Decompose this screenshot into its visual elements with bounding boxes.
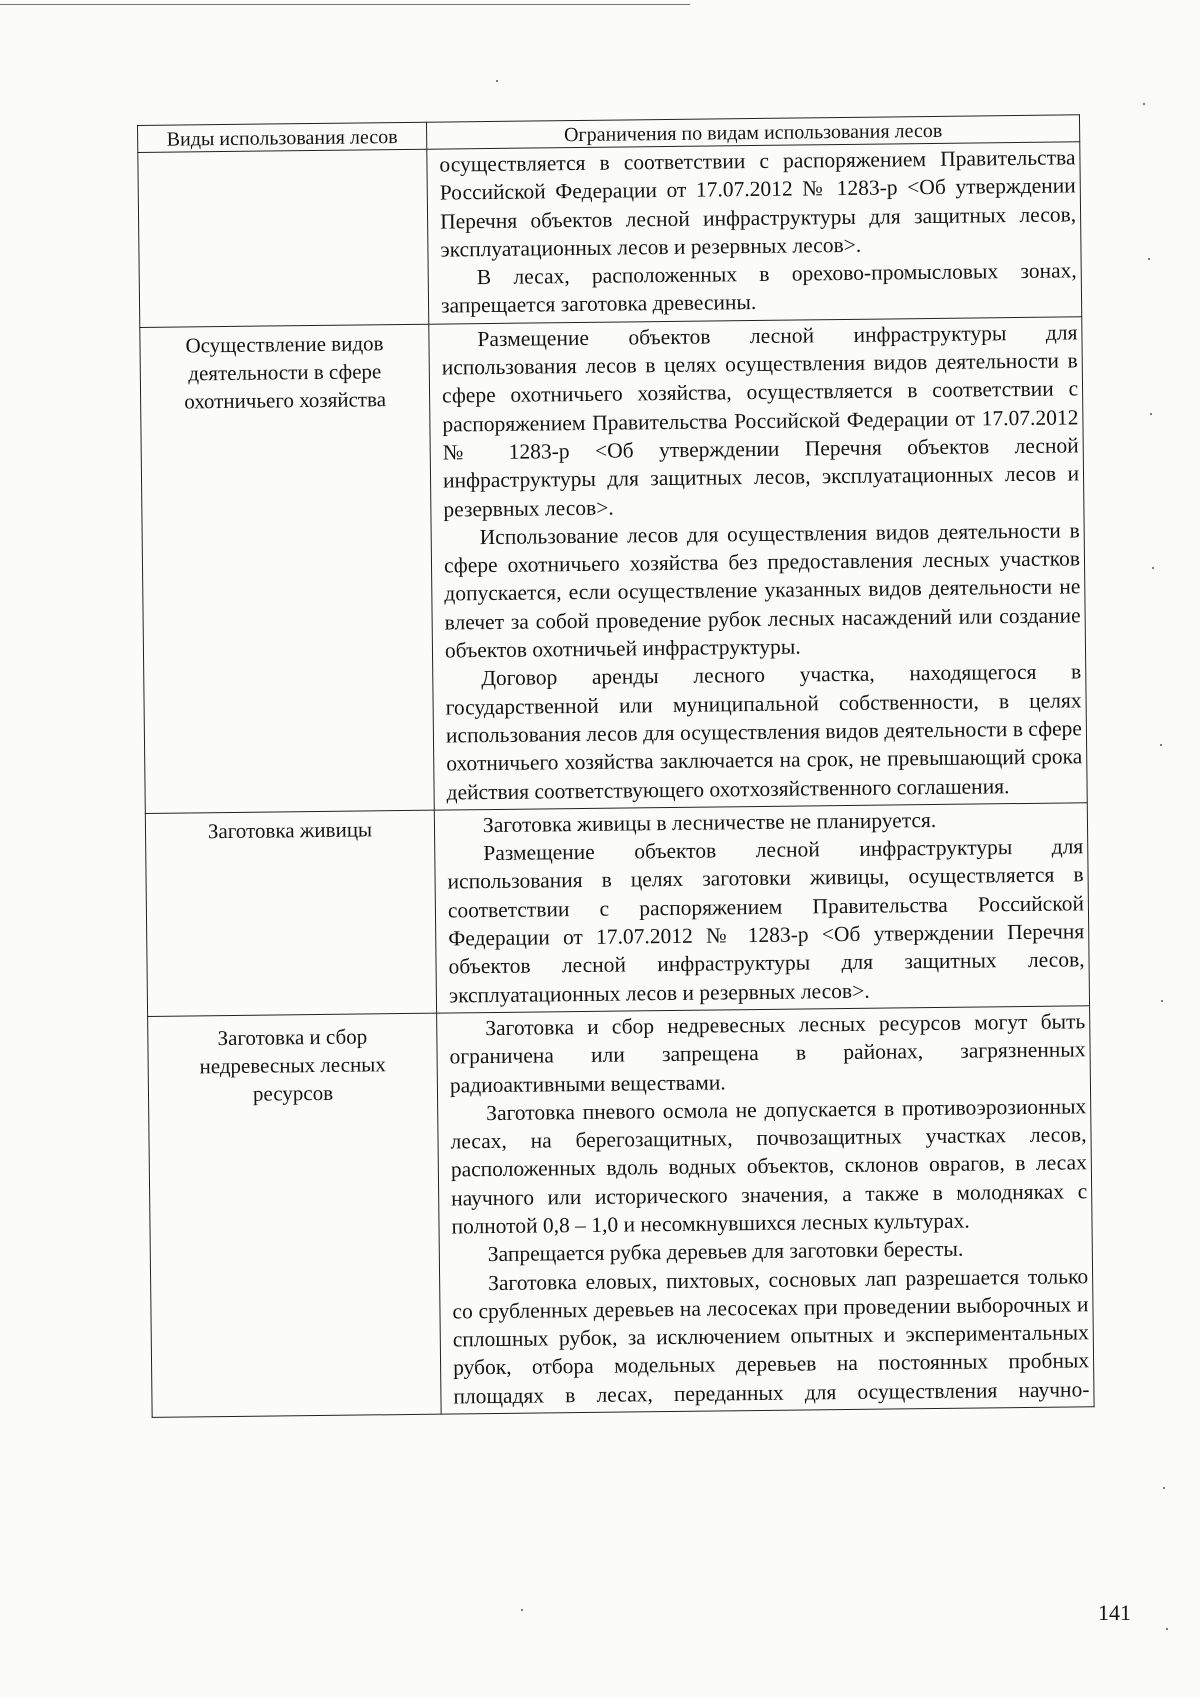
restriction-paragraph: Размещение объектов лесной инфраструктуры для использования лесов в целях осуществления видов деятельности в сфере охотничьего хозяйства, осуществляется в соответствии с распоряжением Правительства Российской Федерации от 17.07.2012 № 1283-р <Об утверждении Перечня объектов лесной инфраструктуры для защитных лесов, эксплуатационных лесов и резервных лесов>.	[441, 320, 1080, 522]
scan-speck	[1161, 1000, 1163, 1002]
scan-speck	[1152, 567, 1154, 569]
row-restrictions-cell	[437, 1006, 1095, 1415]
restrictions-table	[137, 114, 1095, 1418]
restriction-paragraph: Заготовка пневого осмола не допускается в противоэрозионных лесах, на берегозащитных, почвозащитных участках лесов, расположенных вдоль водных объектов, склонов оврагов, в лесах научного или исторического значения, а также в молодняках с полнотой 0,8 – 1,0 и несомкнувшихся лесных культурах.	[450, 1094, 1088, 1239]
scan-speck	[521, 1609, 523, 1611]
row-restrictions-cell	[434, 803, 1089, 1013]
row-restrictions-cell	[429, 317, 1087, 810]
restriction-paragraph: Заготовка еловых, пихтовых, сосновых лап разрешается только со срубленных деревьев на лесосеках при проведении выборочных и сплошных рубок, за исключением опытных и экспериментальных рубок, отбора модельных деревьев на постоянных пробных площадях в лесах, переданных для осуществления научно-	[452, 1263, 1090, 1409]
table-row	[138, 142, 1082, 327]
table-row	[140, 317, 1087, 814]
scan-speck	[1166, 1628, 1168, 1630]
scan-speck	[1163, 1487, 1165, 1489]
page-number: 141	[1098, 1600, 1131, 1625]
row-type-cell: Осуществление видов деятельности в сфере охотничьего хозяйства	[140, 324, 434, 813]
restriction-paragraph: Заготовка живицы в лесничестве не планируется.	[482, 807, 937, 837]
restriction-paragraph: Договор аренды лесного участка, находящегося в государственной или муниципальной собственности, в целях использования лесов для осуществления видов деятельности в сфере охотничьего хозяйства заключается на срок, не превышающий срока действия соответствующего охотхозяйственного соглашения.	[445, 659, 1083, 805]
restriction-paragraph: Использование лесов для осуществления видов деятельности в сфере охотничьего хозяйства без предоставления лесных участков допускается, если осуществление указанных видов деятельности не влечет за собой проведение рубок лесных насаждений или создание объектов охотничьей инфраструктуры.	[443, 518, 1081, 663]
scan-speck	[1148, 258, 1150, 260]
scan-speck	[496, 80, 498, 82]
row-restrictions-cell	[427, 142, 1082, 324]
scan-top-rule	[0, 4, 690, 5]
header-restrictions: Ограничения по видам использования лесов	[426, 115, 1079, 149]
restriction-paragraph: Запрещается рубка деревьев для заготовки бересты.	[487, 1236, 964, 1267]
row-type-cell	[138, 149, 429, 327]
restriction-paragraph: Заготовка и сбор недревесных лесных ресурсов могут быть ограничена или запрещена в районах, загрязненных радиоактивными веществами.	[449, 1009, 1086, 1098]
scan-speck	[1150, 413, 1152, 415]
scan-speck	[1160, 744, 1162, 746]
row-type-cell: Заготовка живицы	[145, 810, 436, 1016]
restriction-paragraph: осуществляется в соответствии с распоряжением Правительства Российской Федерации от 17.07.2012 № 1283-р <Об утверждении Перечня объектов лесной инфраструктуры для защитных лесов, эксплуатационных лесов и резервных лесов>.	[439, 145, 1077, 262]
restriction-paragraph: В лесах, расположенных в орехово-промысловых зонах, запрещается заготовка древесины.	[440, 258, 1077, 319]
header-forest-use-types: Виды использования лесов	[138, 122, 427, 152]
row-type-cell: Заготовка и сбор недревесных лесных ресурсов	[148, 1013, 442, 1417]
table-row	[148, 1006, 1094, 1418]
table-row	[145, 803, 1089, 1017]
scan-speck	[1143, 103, 1145, 105]
restriction-paragraph: Размещение объектов лесной инфраструктуры для использования в целях заготовки живицы, осуществляется в соответствии с распоряжением Правительства Российской Федерации от 17.07.2012 № 1283-р <Об утверждении Перечня объектов лесной инфраструктуры для защитных лесов, эксплуатационных лесов и резервных лесов>.	[447, 834, 1085, 1008]
